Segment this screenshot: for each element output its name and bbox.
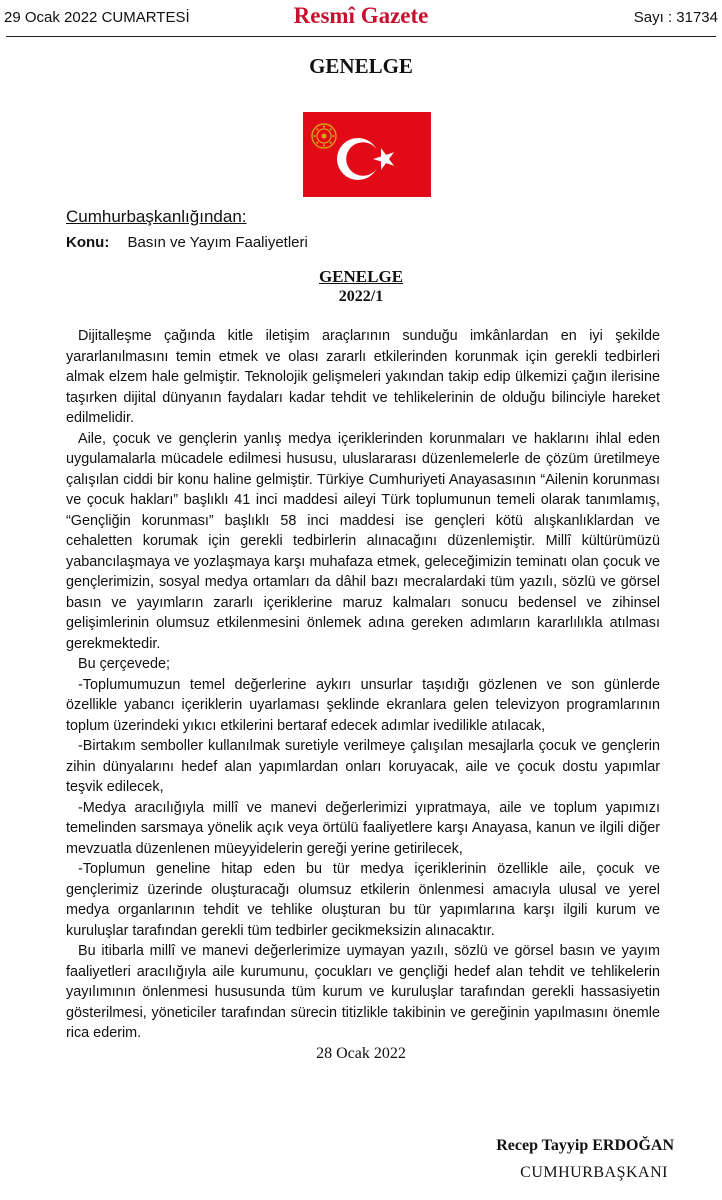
- body-paragraph: -Toplumumuzun temel değerlerine aykırı unsurlar taşıdığı gözlenen ve son günlerde özellikle yabancı içeriklerin uyarlaması şeklinde ekranlara gelen televizyon programlarının toplum üzerindeki yıkıcı etkilerini bertaraf edecek adımlar ivedilikle atılacak,: [66, 676, 660, 734]
- circular-number: 2022/1: [338, 288, 384, 305]
- circular-title: GENELGE: [318, 267, 404, 286]
- subject-text: Basın ve Yayım Faaliyetleri: [127, 234, 308, 251]
- issue-number: Sayı : 31734: [633, 9, 718, 26]
- body-paragraph: -Toplumun geneline hitap eden bu tür medya içeriklerinin özellikle aile, çocuk ve gençlerimiz üzerinde oluşturacağı olumsuz etkilerin önlenmesi amacıyla ulusal ve yerel medya organlarının tehdit ve tehlike oluşturan bu tür yapımlarına karşı ilgili kurum ve kuruluşlar tarafından gerekli tüm tedbirler gecikmeksizin alınacaktır.: [66, 861, 660, 939]
- subject-line: [66, 234, 308, 251]
- header-date: 29 Ocak 2022 CUMARTESİ: [4, 9, 190, 26]
- document-type-heading: GENELGE: [309, 54, 413, 78]
- gazette-header: [0, 0, 722, 40]
- signer-title: CUMHURBAŞKANI: [520, 1164, 668, 1181]
- header-divider: [6, 36, 716, 37]
- subject-label: Konu:: [66, 234, 110, 251]
- gazette-title: Resmî Gazete: [293, 3, 429, 28]
- body-paragraph: Aile, çocuk ve gençlerin yanlış medya içeriklerinden korunmaları ve haklarını ihlal eden uygulamalarla mücadele edilmesi hususu, uluslararası düzenlemelerle de çözüm üretilmeye çalışılan ciddi bir konu haline gelmiştir. Türkiye Cumhuriyeti Anayasasının “Ailenin korunması ve çocuk hakları” başlıklı 41 inci maddesi aileyi Türk toplumunun temeli olarak tanımlamış, “Gençliğin korunması” başlıklı 58 inci maddesi ise gençleri kötü alışkanlıklardan ve cehaletten korumak için gerekli tedbirlerin alınacağını düzenlemiştir. Millî kültürümüzü yabancılaşmaya ve yozlaşmaya karşı muhafaza etmek, geleceğimizin teminatı olan çocuk ve gençlerimizin, sosyal medya ortamları da dâhil bazı mecralardaki tüm yazılı, sözlü ve görsel basın ve yayımların zararlı içeriklerine maruz kalmaları sonucu bedensel ve zihinsel gelişimlerinin olumsuz etkilenmesini önlemek adına gereken adımların kararlılıkla atılması gerekmektedir.: [66, 430, 660, 652]
- body-paragraph: Bu itibarla millî ve manevi değerlerimize uymayan yazılı, sözlü ve görsel basın ve yayım faaliyetleri aracılığıyla aile kurumunu, çocukları ve gençliği hedef alan tehdit ve tehlikelerin yayılımının önlenmesi hususunda tüm kurum ve kuruluşlar tarafından gerekli hassasiyetin gösterilmesi, yöneticiler tarafından sürecin titizlikle takibinin ve gereğinin yapılmasını önemle rica ederim.: [66, 943, 660, 1041]
- signer-name: Recep Tayyip ERDOĞAN: [496, 1137, 674, 1154]
- body-paragraph: -Medya aracılığıyla millî ve manevi değerlerimizi yıpratmaya, aile ve toplum yapımızı temelinden sarsmaya yönelik açık veya örtülü faaliyetlere karşı Anayasa, kanun ve ilgili diğer mevzuatla düzenlenen müeyyidelerin gereği yerine getirilecek,: [66, 799, 660, 857]
- sender-line: Cumhurbaşkanlığından:: [66, 207, 247, 226]
- body-paragraph: Dijitalleşme çağında kitle iletişim araçlarının sunduğu imkânlardan en iyi şekilde yararlanılmasını temin etmek ve olası zararlı etkilerinden korunmak için gerekli tedbirleri almak elzem hale gelmiştir. Teknolojik gelişmeleri yakından takip edip ülkemizi çağın ilerisine taşırken dijital dünyanın faydaları kadar tehdit ve tehlikelerinin de olduğu bilinciyle hareket edilmelidir.: [66, 328, 660, 426]
- turkish-flag-icon: [303, 112, 431, 197]
- circular-body: [66, 326, 660, 1044]
- body-paragraph: Bu çerçevede;: [78, 656, 170, 672]
- document-date: 28 Ocak 2022: [316, 1045, 406, 1062]
- body-paragraph: -Birtakım semboller kullanılmak suretiyle verilmeye çalışılan mesajlarla çocuk ve gençlerin zihin dünyalarını hedef alan yapımlardan onları koruyacak, aile ve çocuk dostu yapımlar teşvik edilecek,: [66, 738, 660, 795]
